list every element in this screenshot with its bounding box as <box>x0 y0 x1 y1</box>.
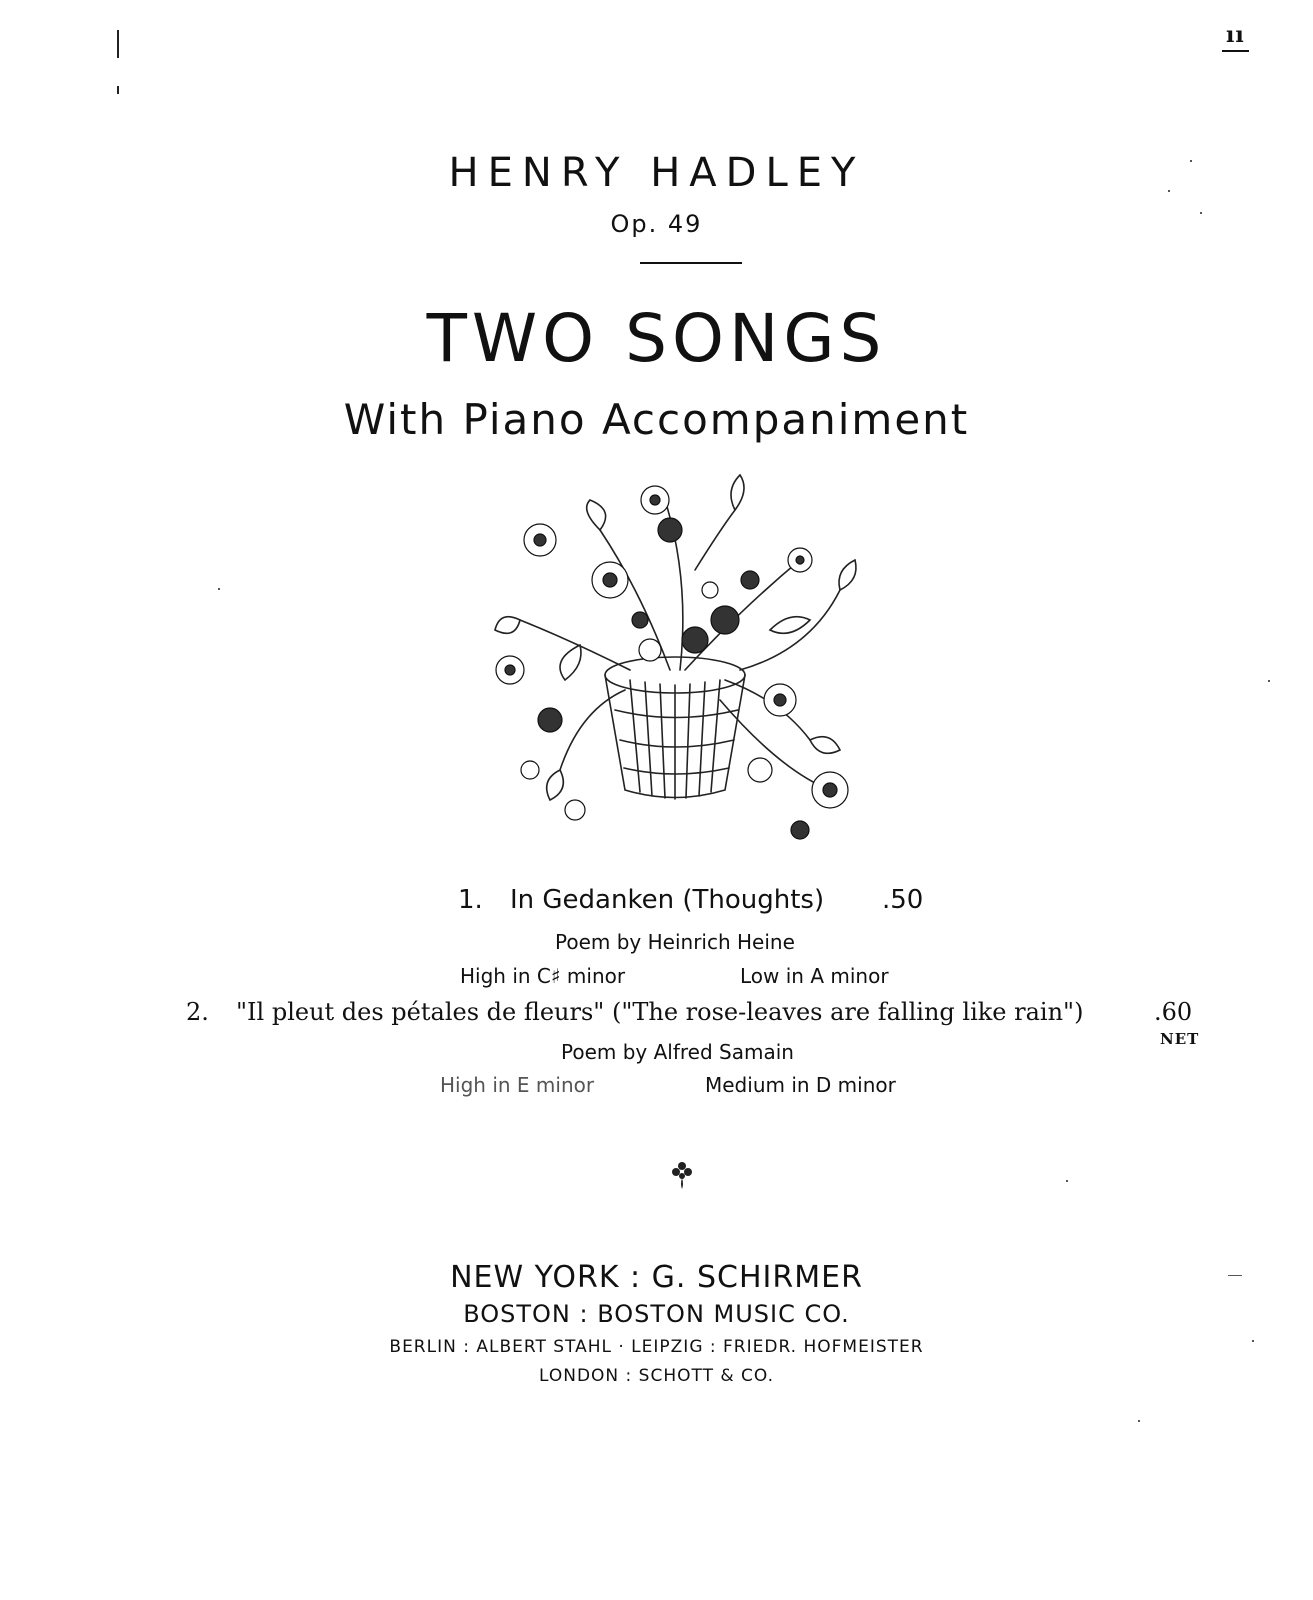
scan-speck <box>1228 1275 1242 1276</box>
scan-speck <box>1200 212 1202 214</box>
scan-speck <box>1268 680 1270 682</box>
song-poet: Poem by Heinrich Heine <box>555 930 795 954</box>
scan-speck <box>1252 1340 1254 1342</box>
song-key-high: High in E minor <box>440 1073 595 1097</box>
song-price: .50 <box>882 885 924 915</box>
net-label: NET <box>1160 1030 1200 1048</box>
page-subtitle: With Piano Accompaniment <box>343 395 970 444</box>
scan-speck <box>1138 1420 1140 1422</box>
fleuron-ornament <box>670 1160 694 1190</box>
divider-rule <box>640 262 742 264</box>
song-number: 2. <box>186 998 209 1026</box>
song-key-low: Low in A minor <box>740 964 889 988</box>
margin-mark <box>117 30 119 58</box>
song-title: "Il pleut des pétales de fleurs" ("The rose-leaves are falling like rain") <box>236 998 1084 1026</box>
publisher-line: BOSTON : BOSTON MUSIC CO. <box>463 1300 850 1328</box>
page-title: TWO SONGS <box>426 300 887 377</box>
song-price: .60 <box>1154 998 1193 1026</box>
margin-mark <box>117 86 119 94</box>
song-number: 1. <box>458 885 483 915</box>
publisher-line: LONDON : SCHOTT & CO. <box>538 1366 774 1386</box>
song-poet: Poem by Alfred Samain <box>561 1040 794 1064</box>
scan-speck <box>1168 190 1170 192</box>
publisher-line: BERLIN : ALBERT STAHL · LEIPZIG : FRIEDR. HOFMEISTER <box>389 1337 924 1357</box>
scan-speck <box>218 588 220 590</box>
publisher-line: NEW YORK : G. SCHIRMER <box>450 1260 863 1295</box>
composer-name: HENRY HADLEY <box>448 150 865 196</box>
scan-speck <box>1190 160 1192 162</box>
flower-basket-vignette <box>480 470 880 860</box>
song-title: In Gedanken (Thoughts) <box>510 885 825 915</box>
opus-number: Op. 49 <box>610 210 703 238</box>
catalog-mark: ıı <box>1222 22 1249 52</box>
scan-speck <box>1066 1180 1068 1182</box>
song-key-high: High in C♯ minor <box>460 964 626 988</box>
song-key-medium: Medium in D minor <box>705 1073 896 1097</box>
